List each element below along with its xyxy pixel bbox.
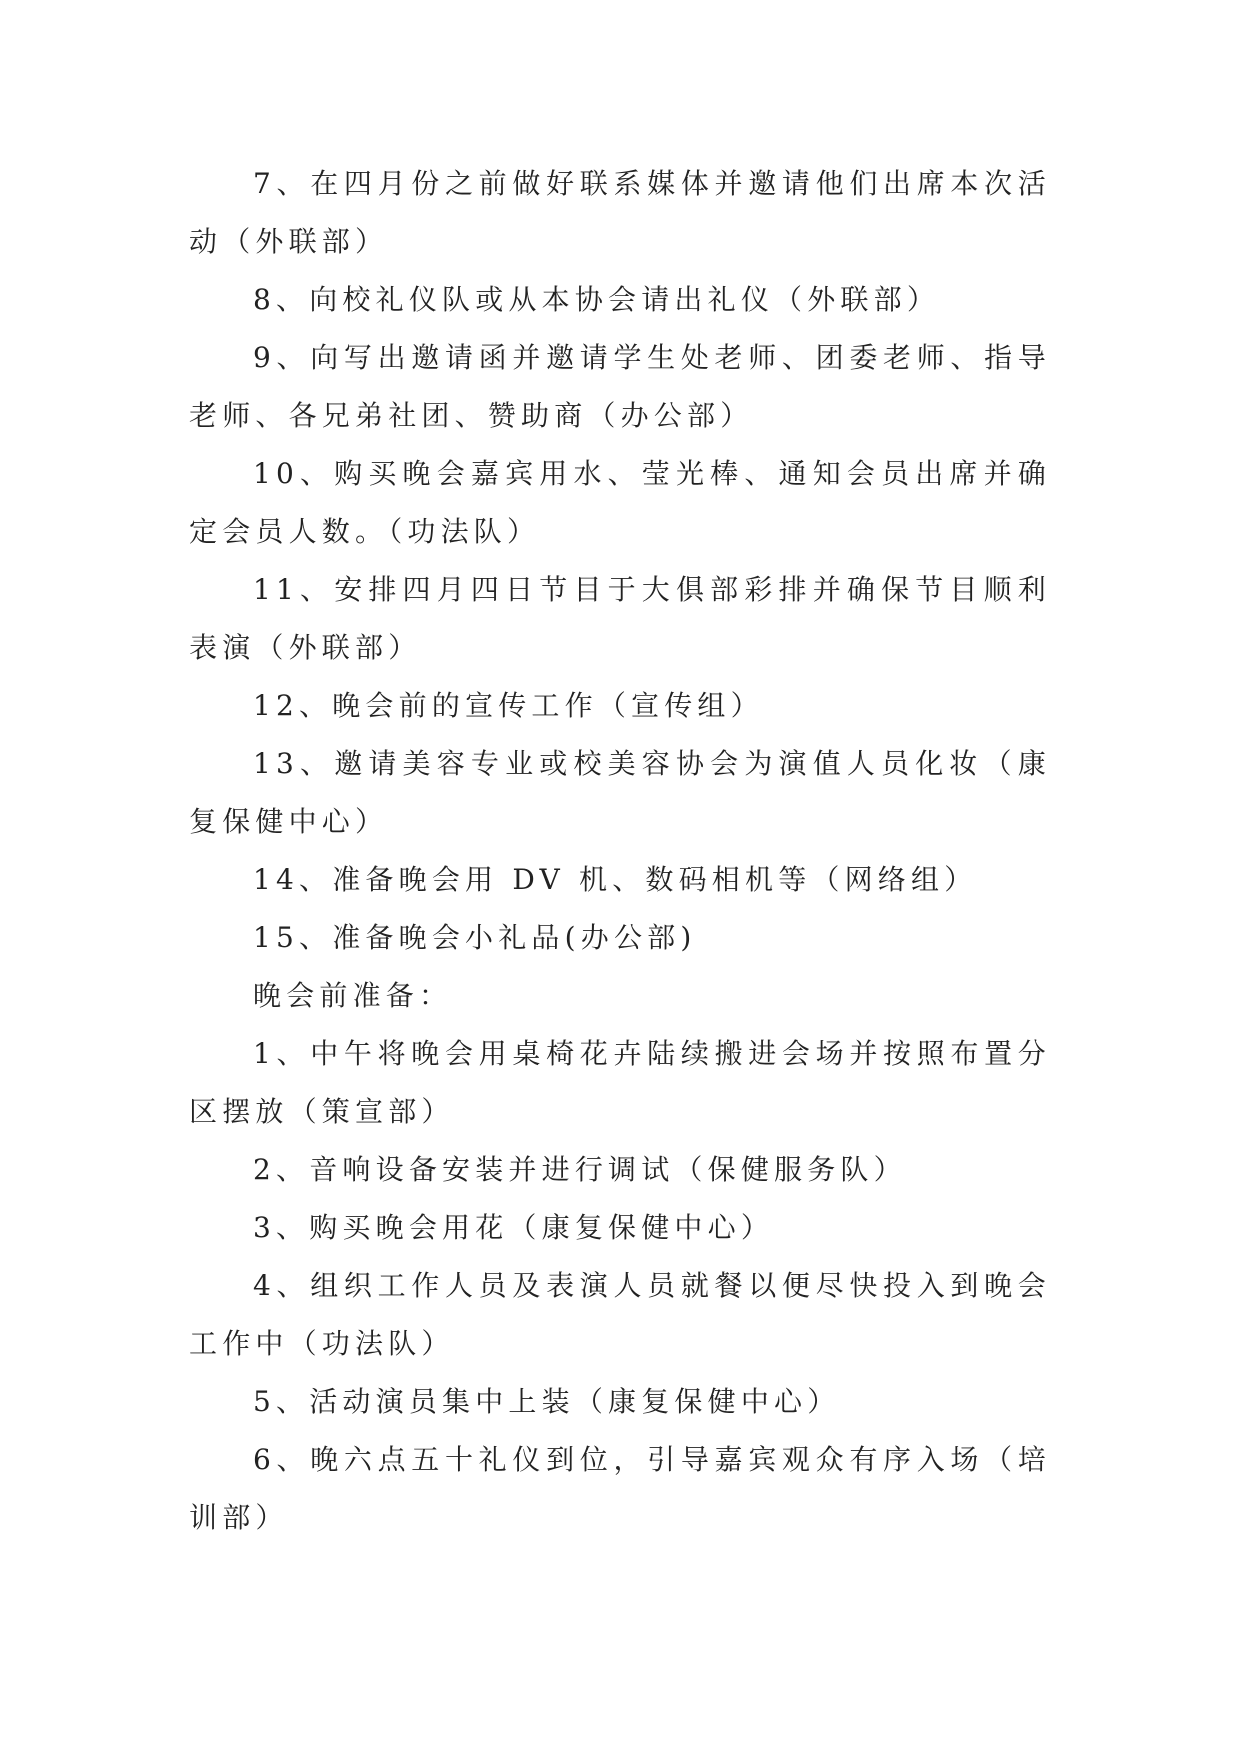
paragraph-item-9: 9、向写出邀请函并邀请学生处老师、团委老师、指导老师、各兄弟社团、赞助商（办公部） xyxy=(189,341,1051,432)
prep-item-4: 4、组织工作人员及表演人员就餐以便尽快投入到晚会工作中（功法队） xyxy=(189,1269,1051,1360)
prep-item-6: 6、晚六点五十礼仪到位，引导嘉宾观众有序入场（培训部） xyxy=(189,1443,1051,1534)
document-body xyxy=(189,155,1051,1547)
paragraph-item-15: 15、准备晚会小礼品(办公部) xyxy=(253,921,697,954)
paragraph-item-12: 12、晚会前的宣传工作（宣传组） xyxy=(253,689,764,722)
paragraph-item-14: 14、准备晚会用 DV 机、数码相机等（网络组） xyxy=(253,863,978,896)
paragraph-item-7: 7、在四月份之前做好联系媒体并邀请他们出席本次活动（外联部） xyxy=(189,167,1051,258)
paragraph-item-11: 11、安排四月四日节目于大俱部彩排并确保节目顺利表演（外联部） xyxy=(189,573,1051,664)
prep-item-5: 5、活动演员集中上装（康复保健中心） xyxy=(253,1385,841,1418)
paragraph-item-10: 10、购买晚会嘉宾用水、莹光棒、通知会员出席并确定会员人数。（功法队） xyxy=(189,457,1051,548)
prep-item-1: 1、中午将晚会用桌椅花卉陆续搬进会场并按照布置分区摆放（策宣部） xyxy=(189,1037,1051,1128)
prep-item-3: 3、购买晚会用花（康复保健中心） xyxy=(253,1211,775,1244)
paragraph-item-13: 13、邀请美容专业或校美容协会为演值人员化妆（康复保健中心） xyxy=(189,747,1051,838)
section-heading: 晚会前准备： xyxy=(253,979,453,1012)
prep-item-2: 2、音响设备安装并进行调试（保健服务队） xyxy=(253,1153,907,1186)
paragraph-item-8: 8、向校礼仪队或从本协会请出礼仪（外联部） xyxy=(253,283,941,316)
